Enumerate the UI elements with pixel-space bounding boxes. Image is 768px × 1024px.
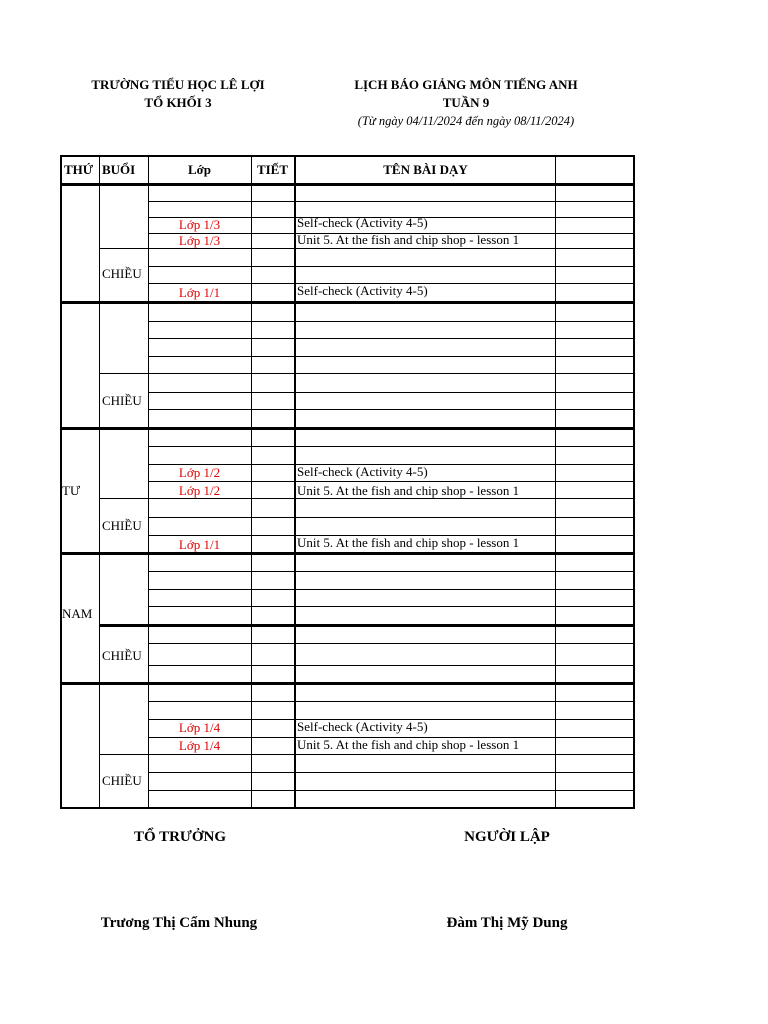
col-header-class: Lớp (187, 162, 212, 177)
col-header-day: THỨ (64, 162, 94, 177)
day-1-class-2: Lớp 1/3 (178, 233, 221, 248)
schedule-title: LỊCH BÁO GIẢNG MÔN TIẾNG ANH (354, 77, 578, 92)
school-name: TRƯỜNG TIỂU HỌC LÊ LỢI (91, 77, 265, 92)
day-5-afternoon: CHIỀU (102, 773, 142, 788)
date-range: (Từ ngày 04/11/2024 đến ngày 08/11/2024) (357, 114, 575, 128)
day-3-afternoon: CHIỀU (102, 518, 142, 533)
right-signature-title: NGƯỜI LẬP (464, 829, 550, 845)
left-signature-name: Trương Thị Cẩm Nhung (100, 915, 258, 931)
day-3-class-3: Lớp 1/1 (178, 537, 221, 552)
day-3-name: TƯ (62, 483, 81, 498)
day-5-class-1: Lớp 1/4 (178, 720, 221, 735)
col-header-period: TIẾT (256, 162, 289, 177)
day-5-lesson-2: Unit 5. At the fish and chip shop - lesson 1 (297, 737, 520, 752)
col-header-lesson: TÊN BÀI DẠY (383, 162, 468, 177)
group-name: TỔ KHỐI 3 (144, 95, 212, 110)
left-signature-title: TỔ TRƯỞNG (133, 829, 227, 845)
day-1-afternoon: CHIỀU (102, 266, 142, 281)
day-5-lesson-1: Self-check (Activity 4-5) (297, 719, 428, 734)
col-header-session: BUỔI (102, 162, 136, 177)
day-3-lesson-2: Unit 5. At the fish and chip shop - lesson 1 (297, 483, 520, 498)
week-label: TUẦN 9 (442, 95, 490, 110)
day-1-class-1: Lớp 1/3 (178, 217, 221, 232)
day-2-afternoon: CHIỀU (102, 393, 142, 408)
day-3-class-2: Lớp 1/2 (178, 483, 221, 498)
day-4-name: NAM (62, 606, 93, 621)
day-1-class-3: Lớp 1/1 (178, 285, 221, 300)
day-5-class-2: Lớp 1/4 (178, 738, 221, 753)
day-4-afternoon: CHIỀU (102, 648, 142, 663)
day-3-lesson-1: Self-check (Activity 4-5) (297, 464, 428, 479)
day-1-lesson-2: Unit 5. At the fish and chip shop - lesson 1 (297, 232, 520, 247)
day-1-lesson-1: Self-check (Activity 4-5) (297, 215, 428, 230)
day-1-lesson-3: Self-check (Activity 4-5) (297, 283, 428, 298)
right-signature-name: Đàm Thị Mỹ Dung (446, 915, 568, 931)
day-3-lesson-3: Unit 5. At the fish and chip shop - lesson 1 (297, 535, 520, 550)
day-3-class-1: Lớp 1/2 (178, 465, 221, 480)
